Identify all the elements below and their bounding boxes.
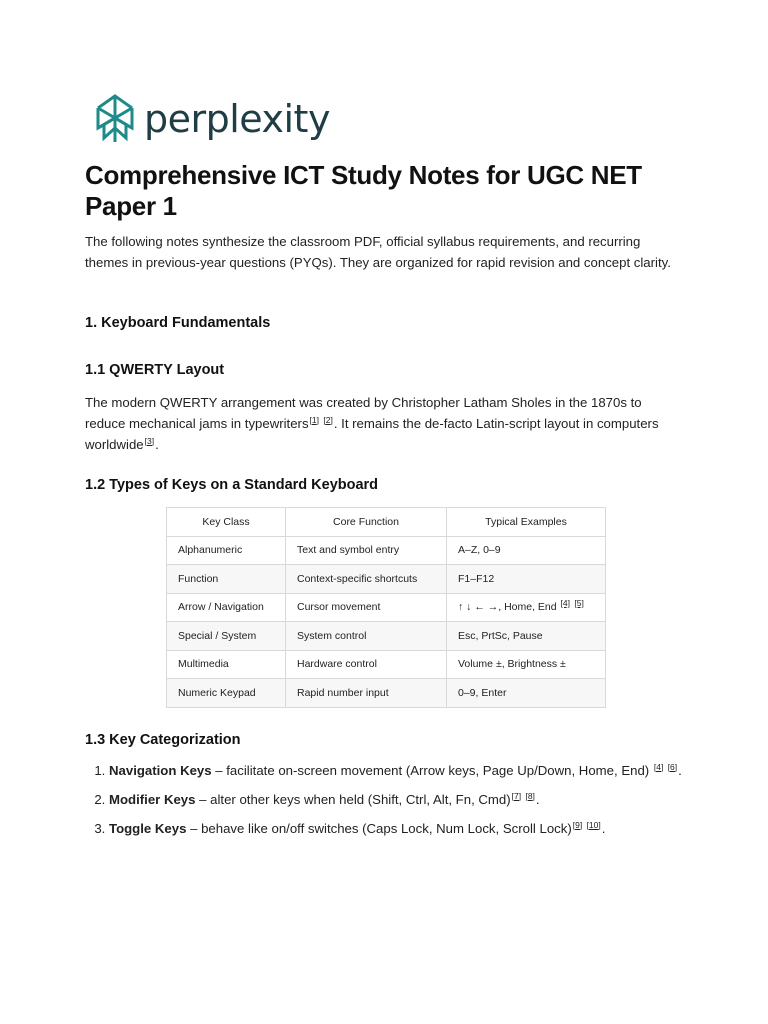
qwerty-text-1: The modern QWERTY arrangement was created by Christopher Latham Sholes in the 1870s to reduce mechanical jams in typewriters bbox=[85, 395, 642, 431]
table-row bbox=[167, 650, 606, 679]
citation-link[interactable]: [4] bbox=[653, 761, 664, 772]
table-cell: Special / System bbox=[167, 622, 286, 651]
list-item-end: . bbox=[678, 763, 682, 778]
list-item-term: Navigation Keys bbox=[109, 763, 212, 778]
intro-paragraph: The following notes synthesize the classroom PDF, official syllabus requirements, and recurring themes in previous-year questions (PYQs). They are organized for rapid revision and concept clarity. bbox=[85, 234, 671, 270]
section-heading-key-categorization: 1.3 Key Categorization bbox=[85, 732, 241, 748]
table-row bbox=[167, 593, 606, 622]
table-cell: Rapid number input bbox=[286, 679, 447, 708]
key-types-table bbox=[166, 507, 606, 708]
table-cell: A–Z, 0–9 bbox=[447, 536, 606, 565]
table-cell: Context-specific shortcuts bbox=[286, 565, 447, 594]
table-cell: Hardware control bbox=[286, 650, 447, 679]
table-cell: Cursor movement bbox=[286, 593, 447, 622]
table-row bbox=[167, 536, 606, 565]
perplexity-logo bbox=[94, 94, 330, 144]
table-cell: F1–F12 bbox=[447, 565, 606, 594]
page-title: Comprehensive ICT Study Notes for UGC NET Paper 1 bbox=[85, 160, 642, 221]
citation-link[interactable]: [9] bbox=[572, 819, 583, 830]
section-heading-keyboard: 1. Keyboard Fundamentals bbox=[85, 315, 271, 331]
table-row bbox=[167, 622, 606, 651]
list-item-end: . bbox=[601, 821, 606, 836]
table-header-cell: Core Function bbox=[286, 508, 447, 537]
qwerty-text-3: . bbox=[155, 437, 159, 452]
list-item-desc: – behave like on/off switches (Caps Lock, Num Lock, Scroll Lock) bbox=[186, 821, 572, 836]
key-categorization-list bbox=[85, 762, 709, 849]
section-heading-key-types: 1.2 Types of Keys on a Standard Keyboard bbox=[85, 477, 379, 493]
citation-link[interactable]: [3] bbox=[144, 435, 155, 446]
citation-link[interactable]: [4] bbox=[560, 597, 570, 608]
logo-wordmark: perplexity bbox=[144, 97, 330, 141]
citation-link[interactable]: [10] bbox=[586, 819, 601, 830]
list-item bbox=[109, 791, 709, 809]
list-item-end: . bbox=[535, 792, 540, 807]
list-item bbox=[109, 820, 709, 838]
perplexity-logo-icon bbox=[94, 94, 136, 144]
table-row bbox=[167, 679, 606, 708]
list-item-desc: – alter other keys when held (Shift, Ctrl, Alt, Fn, Cmd) bbox=[195, 792, 511, 807]
table-cell: Arrow / Navigation bbox=[167, 593, 286, 622]
table-cell: Text and symbol entry bbox=[286, 536, 447, 565]
table-cell: Numeric Keypad bbox=[167, 679, 286, 708]
citation-link[interactable]: [2] bbox=[323, 414, 333, 425]
table-cell: Alphanumeric bbox=[167, 536, 286, 565]
qwerty-text-2: . It remains the de-facto Latin-script layout in computers worldwide bbox=[85, 416, 659, 452]
table-cell: Volume ±, Brightness ± bbox=[447, 650, 606, 679]
table-header-cell: Key Class bbox=[167, 508, 286, 537]
table-cell: Function bbox=[167, 565, 286, 594]
list-item-term: Toggle Keys bbox=[109, 821, 187, 836]
table-cell bbox=[447, 593, 606, 622]
citation-link[interactable]: [6] bbox=[667, 761, 678, 772]
list-item bbox=[109, 762, 709, 780]
table-cell: 0–9, Enter bbox=[447, 679, 606, 708]
qwerty-paragraph bbox=[85, 392, 685, 455]
citation-link[interactable]: [5] bbox=[574, 597, 584, 608]
table-header-row bbox=[167, 508, 606, 537]
table-cell: Esc, PrtSc, Pause bbox=[447, 622, 606, 651]
table-header-cell: Typical Examples bbox=[447, 508, 606, 537]
table-cell-text: ↑ ↓ ← →, Home, End bbox=[458, 601, 557, 614]
table-cell: System control bbox=[286, 622, 447, 651]
table-cell: Multimedia bbox=[167, 650, 286, 679]
citation-link[interactable]: [1] bbox=[309, 414, 319, 425]
list-item-term: Modifier Keys bbox=[109, 792, 196, 807]
citation-link[interactable]: [8] bbox=[525, 790, 535, 801]
table-row bbox=[167, 565, 606, 594]
list-item-desc: – facilitate on-screen movement (Arrow keys, Page Up/Down, Home, End) bbox=[211, 763, 650, 778]
citation-link[interactable]: [7] bbox=[511, 790, 522, 801]
section-heading-qwerty: 1.1 QWERTY Layout bbox=[85, 362, 225, 378]
